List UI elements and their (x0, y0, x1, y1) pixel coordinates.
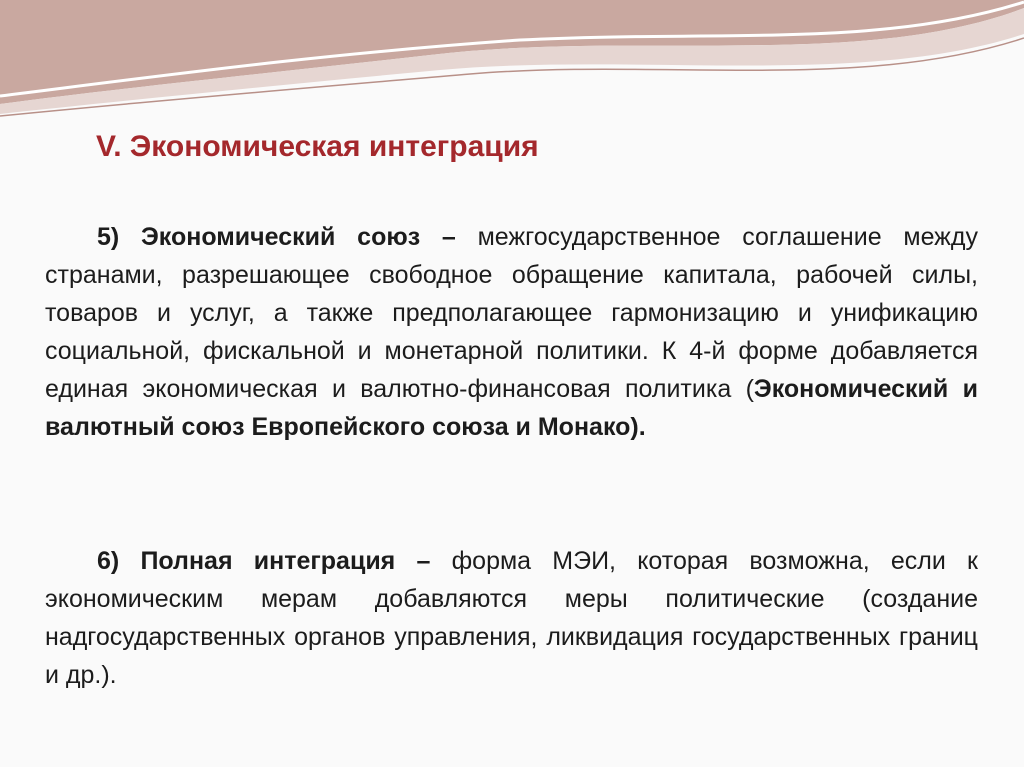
paragraph-full-integration-text: форма МЭИ, которая возможна, если к экономическим мерам добавляются меры политические (создание надгосударственных органов управления, ликвидация государственных границ и др.). (45, 547, 978, 689)
term-full-integration: 6) Полная интеграция – (97, 547, 431, 575)
decorative-wave-header (0, 0, 1024, 140)
paragraph-economic-union (45, 218, 978, 446)
example-economic-union: Экономический и валютный союз Европейского союза и Монако). (45, 375, 979, 441)
paragraph-economic-union-text: межгосударственное соглашение между странами, разрешающее свободное обращение капитала, рабочей силы, товаров и услуг, а также предполагающее гармонизацию и унификацию социальной, фискальной и монетарной политики. К 4-й форме добавляется единая экономическая и валютно-финансовая политика ( (45, 223, 978, 403)
term-economic-union: 5) Экономический союз – (97, 223, 456, 251)
slide-title: V. Экономическая интеграция (96, 130, 539, 163)
paragraph-full-integration (45, 542, 978, 694)
